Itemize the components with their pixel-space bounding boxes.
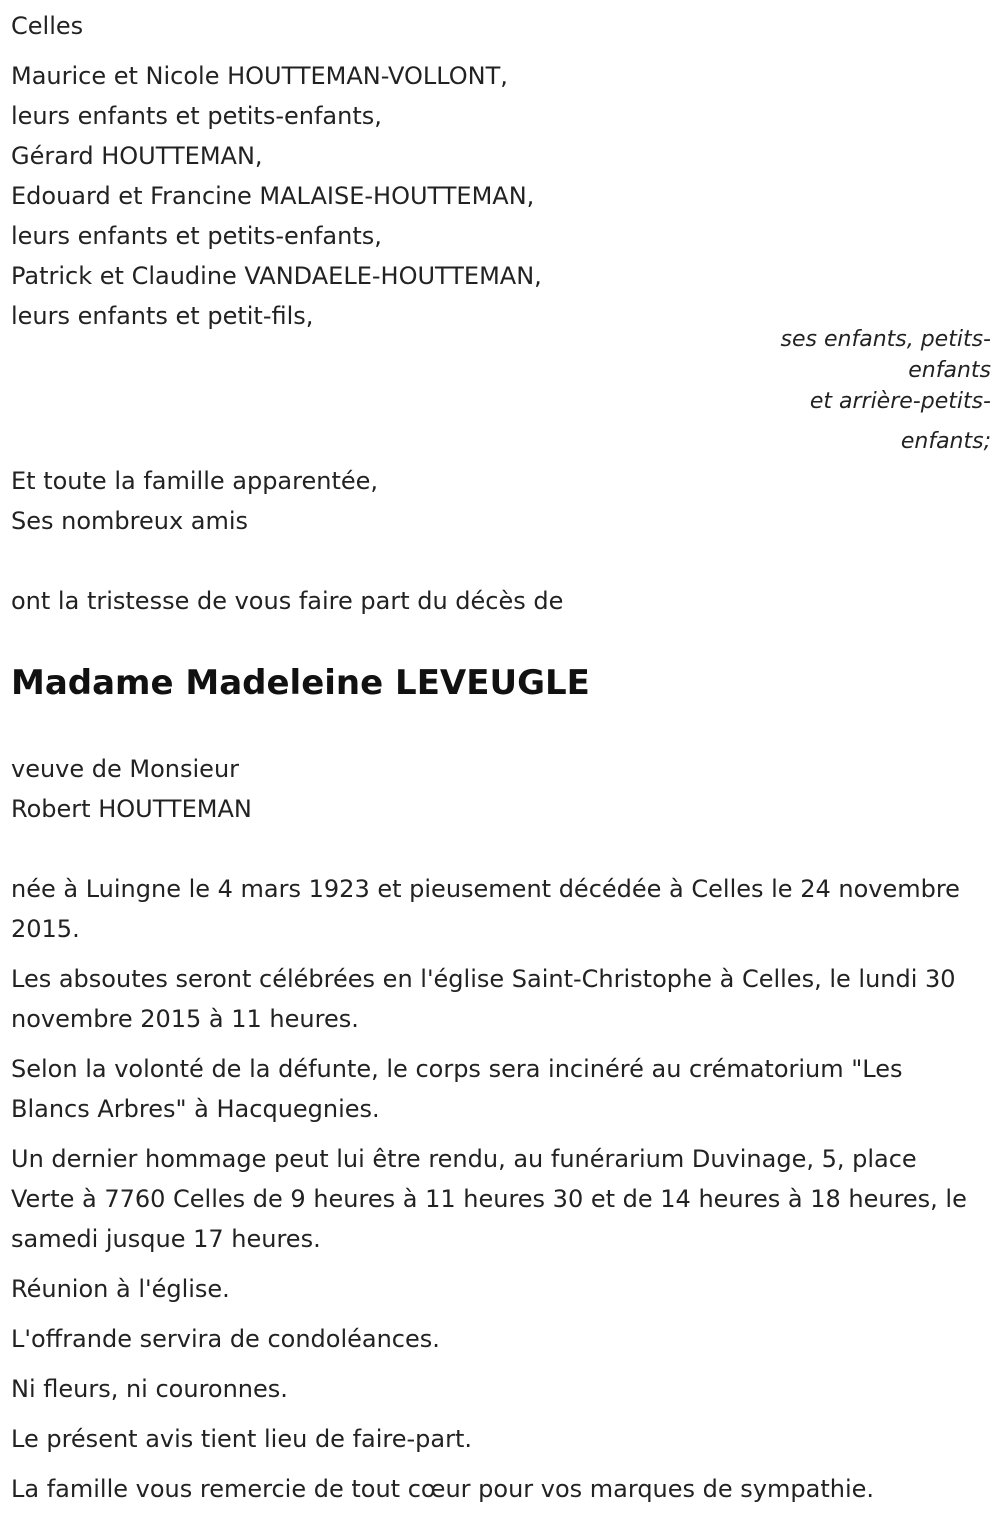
detail-paragraph: Réunion à l'église. [11, 1275, 230, 1303]
family-line: leurs enfants et petits-enfants, [11, 222, 382, 250]
family-line: Patrick et Claudine VANDAELE-HOUTTEMAN, [11, 262, 542, 290]
deceased-name: Madame Madeleine LEVEUGLE [11, 663, 590, 703]
detail-paragraph: Le présent avis tient lieu de faire-part. [11, 1425, 473, 1453]
family-line: leurs enfants et petits-enfants, [11, 102, 382, 130]
widow-line: Robert HOUTTEMAN [11, 795, 252, 823]
detail-paragraph: Selon la volonté de la défunte, le corps sera incinéré au crématorium "Les Blancs Arbres" à Hacquegnies. [11, 1055, 903, 1123]
widow-block [11, 749, 991, 829]
family-line: Gérard HOUTTEMAN, [11, 142, 263, 170]
detail-paragraph: L'offrande servira de condoléances. [11, 1325, 440, 1353]
family-line: Maurice et Nicole HOUTTEMAN-VOLLONT, [11, 62, 508, 90]
widow-line: veuve de Monsieur [11, 755, 240, 783]
detail-paragraph: Ni fleurs, ni couronnes. [11, 1375, 288, 1403]
announcement-text: ont la tristesse de vous faire part du décès de [11, 587, 564, 615]
descendants-line: enfants [908, 358, 991, 383]
relatives-line: Et toute la famille apparentée, [11, 467, 379, 495]
detail-paragraph: née à Luingne le 4 mars 1923 et pieusement décédée à Celles le 24 novembre 2015. [11, 875, 960, 943]
family-list [11, 56, 991, 336]
descendants-line: enfants; [900, 429, 991, 454]
detail-paragraph: La famille vous remercie de tout cœur pour vos marques de sympathie. [11, 1475, 875, 1503]
family-line: Edouard et Francine MALAISE-HOUTTEMAN, [11, 182, 535, 210]
relatives-block [11, 461, 991, 541]
place-header: Celles [11, 12, 84, 40]
detail-paragraph: Les absoutes seront célébrées en l'église Saint-Christophe à Celles, le lundi 30 novembre 2015 à 11 heures. [11, 965, 956, 1033]
descendants-block [731, 320, 991, 462]
details-block [11, 869, 991, 1519]
descendants-line: ses enfants, petits- [780, 327, 991, 352]
announcement-block [11, 581, 991, 621]
relatives-line: Ses nombreux amis [11, 507, 249, 535]
family-line: leurs enfants et petit-fils, [11, 302, 314, 330]
detail-paragraph: Un dernier hommage peut lui être rendu, au funérarium Duvinage, 5, place Verte à 7760 Celles de 9 heures à 11 heures 30 et de 14 heures à 18 heures, le samedi jusque 17 heures. [11, 1145, 967, 1253]
obituary-page [11, 8, 991, 336]
descendants-line: et arrière-petits- [809, 389, 991, 414]
